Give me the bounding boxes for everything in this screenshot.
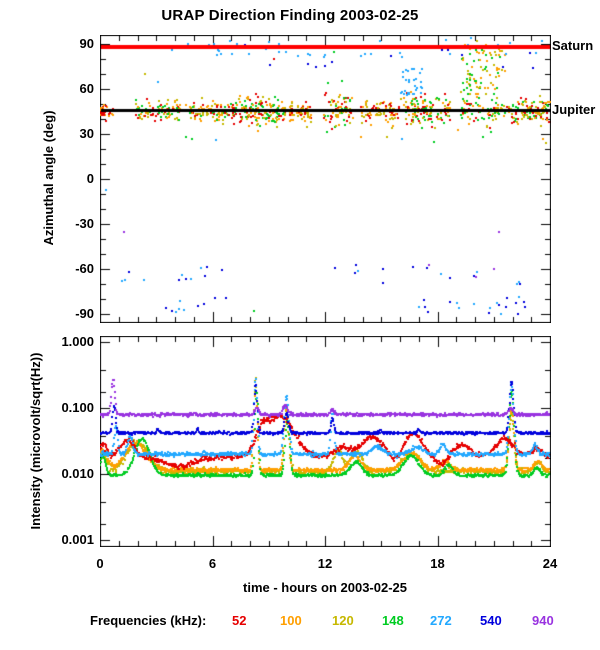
y-tick-label: 0.010 [61, 466, 94, 481]
y-tick-label: -90 [75, 306, 94, 322]
x-tick-label: 24 [542, 556, 558, 571]
y-tick-label: 0.100 [61, 400, 94, 415]
x-tick-label: 0 [96, 556, 104, 571]
legend-item-100khz: 100 [280, 613, 302, 628]
legend-item-52khz: 52 [232, 613, 247, 628]
legend-item-120khz: 120 [332, 613, 354, 628]
y-tick-label: 60 [79, 81, 94, 97]
x-tick-label: 6 [208, 556, 217, 571]
chart-title: URAP Direction Finding 2003-02-25 [161, 7, 419, 24]
saturn-line-label: Saturn [552, 38, 594, 53]
jupiter-line-label: Jupiter [552, 102, 596, 117]
y-tick-label: 30 [79, 126, 94, 142]
legend-title: Frequencies (kHz): [90, 613, 207, 628]
x-tick-label: 12 [317, 556, 333, 571]
y-axis-label-intensity: Intensity (microvolt/sqrt(Hz)) [28, 352, 43, 530]
y-tick-label: -60 [75, 261, 94, 277]
legend-item-540khz: 540 [480, 613, 502, 628]
y-axis-label-azimuth: Azimuthal angle (deg) [41, 110, 56, 246]
x-tick-label: 18 [430, 556, 445, 571]
y-tick-label: -30 [75, 216, 94, 232]
legend-item-148khz: 148 [382, 613, 404, 628]
y-tick-label: 90 [79, 36, 94, 52]
legend-item-272khz: 272 [430, 613, 452, 628]
y-tick-label: 1.000 [61, 334, 94, 349]
intensity-panel-canvas [100, 336, 551, 547]
x-axis-label: time - hours on 2003-02-25 [243, 580, 407, 595]
azimuth-panel-canvas [100, 35, 551, 323]
y-tick-label: 0.001 [61, 532, 94, 547]
frequency-legend [0, 611, 600, 631]
legend-item-940khz: 940 [532, 613, 554, 628]
y-tick-label: 0 [86, 171, 94, 187]
